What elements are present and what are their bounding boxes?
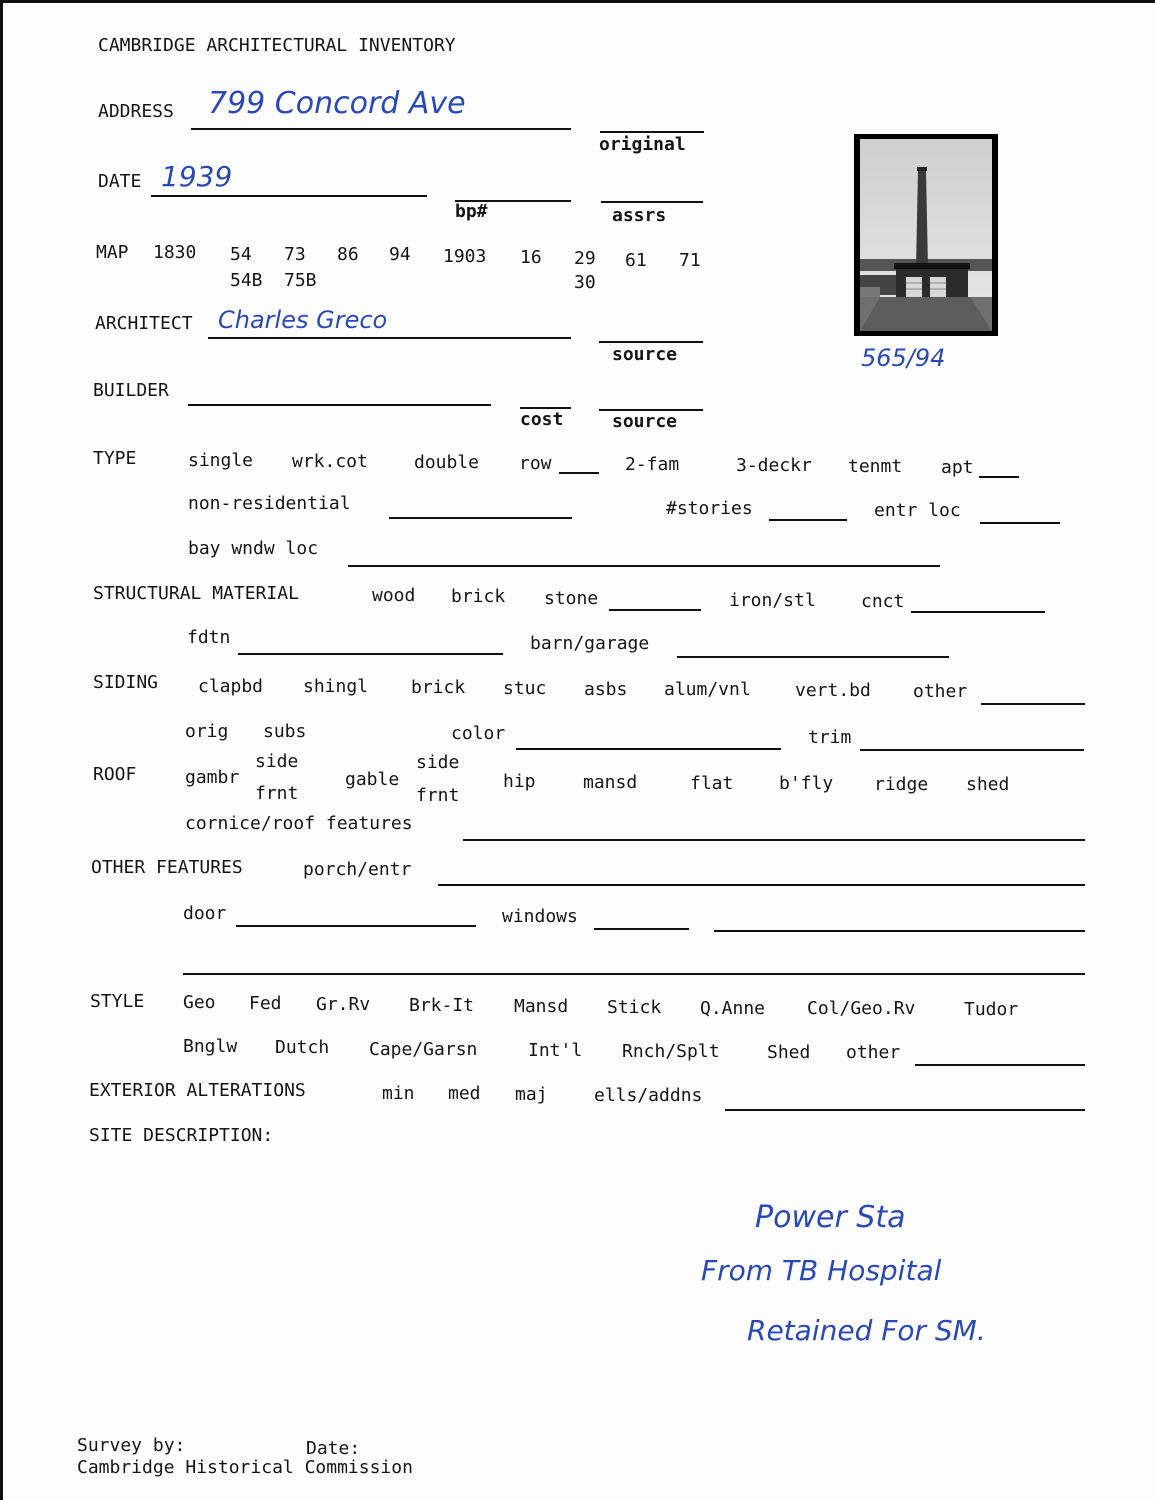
assrs-line xyxy=(601,201,703,203)
bay-wndw-line xyxy=(348,565,940,567)
ext-alt-option: ells/addns xyxy=(594,1085,703,1106)
stories-label: #stories xyxy=(666,498,753,519)
survey-date-label: Date: xyxy=(306,1438,361,1459)
roof-option: side xyxy=(416,752,460,773)
type-label: TYPE xyxy=(93,448,137,469)
roof-option: b'fly xyxy=(779,773,834,794)
roof-option: side xyxy=(255,751,299,772)
siding-option: clapbd xyxy=(198,676,264,697)
trim-line xyxy=(860,749,1084,751)
roof-option: gable xyxy=(345,769,400,790)
note-line-1: Power Sta xyxy=(755,1200,906,1235)
commission-label: Cambridge Historical Commission xyxy=(77,1457,413,1478)
color-line xyxy=(516,748,781,750)
map-year: 54B xyxy=(230,270,263,291)
style-option: Mansd xyxy=(514,996,569,1017)
date-line xyxy=(151,195,427,197)
style-option: Int'l xyxy=(528,1040,583,1061)
structural-option: stone xyxy=(544,588,599,609)
assrs-label: assrs xyxy=(612,205,667,226)
style-option: Q.Anne xyxy=(700,998,766,1019)
style-option: Fed xyxy=(249,993,282,1014)
roof-option: shed xyxy=(966,774,1010,795)
bay-wndw-label: bay wndw loc xyxy=(188,538,319,559)
door-label: door xyxy=(183,903,227,924)
architect-source-label: source xyxy=(612,344,678,365)
entr-loc-label: entr loc xyxy=(874,500,961,521)
entr-loc-line xyxy=(980,522,1060,524)
map-year: 1903 xyxy=(443,246,487,267)
address-line xyxy=(191,128,571,130)
map-year: 1830 xyxy=(153,242,197,263)
type-option: single xyxy=(188,450,254,471)
bp-label: bp# xyxy=(455,201,488,222)
roof-option: frnt xyxy=(416,785,460,806)
style-option: other xyxy=(846,1042,901,1063)
siding-option: brick xyxy=(411,677,466,698)
siding-other-line xyxy=(981,703,1085,705)
structural-option: iron/stl xyxy=(729,590,816,611)
features-extra-line xyxy=(183,973,1085,975)
map-year: 30 xyxy=(574,272,596,293)
other-features-label: OTHER FEATURES xyxy=(91,857,243,878)
map-year: 61 xyxy=(625,250,647,271)
structural-option: cnct xyxy=(861,591,905,612)
row-line xyxy=(559,472,599,474)
style-option: Cape/Garsn xyxy=(369,1039,478,1060)
style-option: Dutch xyxy=(275,1037,330,1058)
style-option: Shed xyxy=(767,1042,811,1063)
stories-line xyxy=(769,519,847,521)
style-option: Gr.Rv xyxy=(316,994,371,1015)
date-label: DATE xyxy=(98,171,142,192)
ext-alt-label: EXTERIOR ALTERATIONS xyxy=(89,1080,306,1101)
fdtn-label: fdtn xyxy=(187,627,231,648)
cost-label: cost xyxy=(520,409,564,430)
siding-option: alum/vnl xyxy=(664,679,751,700)
structural-option: wood xyxy=(372,585,416,606)
building-photo xyxy=(854,134,998,336)
non-residential-label: non-residential xyxy=(188,493,351,514)
non-residential-line xyxy=(389,517,572,519)
ext-alt-option: med xyxy=(448,1083,481,1104)
map-year: 29 xyxy=(574,248,596,269)
original-line xyxy=(600,131,704,133)
color-label: color xyxy=(451,723,506,744)
siding-label: SIDING xyxy=(93,672,159,693)
chimney xyxy=(916,169,928,269)
style-option: Brk-It xyxy=(409,995,475,1016)
type-option: double xyxy=(414,452,480,473)
builder-label: BUILDER xyxy=(93,380,169,401)
map-year: 54 xyxy=(230,244,252,265)
cornice-label: cornice/roof features xyxy=(185,813,413,834)
map-year: 71 xyxy=(679,250,701,271)
note-line-3: Retained For SM. xyxy=(747,1314,986,1347)
porch-label: porch/entr xyxy=(303,859,412,880)
architect-value: Charles Greco xyxy=(218,306,388,334)
siding-option: asbs xyxy=(584,679,628,700)
barn-garage-label: barn/garage xyxy=(530,633,650,654)
date-value: 1939 xyxy=(161,160,233,193)
type-option: row xyxy=(519,453,552,474)
map-year: 16 xyxy=(520,247,542,268)
builder-line xyxy=(188,404,491,406)
roof-option: gambr xyxy=(185,767,240,788)
address-value: 799 Concord Ave xyxy=(208,86,466,121)
ext-alt-option: min xyxy=(382,1083,415,1104)
architect-line xyxy=(208,337,571,339)
map-year: 73 xyxy=(284,244,306,265)
type-option: 2-fam xyxy=(625,454,680,475)
roof-option: mansd xyxy=(583,772,638,793)
architect-label: ARCHITECT xyxy=(95,313,193,334)
type-option: apt xyxy=(941,457,974,478)
photo-image xyxy=(860,139,992,331)
style-option: Bnglw xyxy=(183,1036,238,1057)
type-option: tenmt xyxy=(848,456,903,477)
structural-label: STRUCTURAL MATERIAL xyxy=(93,583,299,604)
door-line xyxy=(236,925,476,927)
map-year: 94 xyxy=(389,244,411,265)
subs-label: subs xyxy=(263,721,307,742)
survey-by-label: Survey by: xyxy=(77,1435,186,1456)
power-station-photo xyxy=(860,139,992,331)
map-year: 86 xyxy=(337,244,359,265)
style-option: Geo xyxy=(183,992,216,1013)
siding-option: shingl xyxy=(303,676,369,697)
site-description-label: SITE DESCRIPTION: xyxy=(89,1125,274,1146)
form-title: CAMBRIDGE ARCHITECTURAL INVENTORY xyxy=(98,35,456,56)
stone-line xyxy=(609,609,701,611)
map-year: 75B xyxy=(284,270,317,291)
barn-garage-line xyxy=(677,656,949,658)
fdtn-line xyxy=(238,653,503,655)
roof-option: frnt xyxy=(255,783,299,804)
windows-label: windows xyxy=(502,906,578,927)
style-label: STYLE xyxy=(90,991,145,1012)
siding-option: vert.bd xyxy=(795,680,871,701)
style-other-line xyxy=(915,1064,1085,1066)
siding-option: stuc xyxy=(503,678,547,699)
type-option: wrk.cot xyxy=(292,451,368,472)
trim-label: trim xyxy=(808,727,852,748)
type-option: 3-deckr xyxy=(736,455,812,476)
original-label: original xyxy=(599,134,686,155)
apt-line xyxy=(979,476,1019,478)
style-option: Col/Geo.Rv xyxy=(807,998,916,1019)
style-option: Rnch/Splt xyxy=(622,1041,720,1062)
windows-line-2 xyxy=(714,930,1085,932)
style-option: Tudor xyxy=(964,999,1019,1020)
structural-option: brick xyxy=(451,586,506,607)
address-label: ADDRESS xyxy=(98,101,174,122)
siding-option: other xyxy=(913,681,968,702)
style-option: Stick xyxy=(607,997,662,1018)
photo-reference: 565/94 xyxy=(861,344,946,372)
roof-option: hip xyxy=(503,771,536,792)
builder-source-label: source xyxy=(612,411,678,432)
map-label: MAP xyxy=(96,242,129,263)
windows-line-1 xyxy=(594,928,689,930)
roof-option: flat xyxy=(690,773,734,794)
ext-alt-option: maj xyxy=(515,1084,548,1105)
cnct-line xyxy=(911,611,1045,613)
orig-label: orig xyxy=(185,721,229,742)
roof-option: ridge xyxy=(874,774,929,795)
ext-alt-line xyxy=(725,1109,1085,1111)
note-line-2: From TB Hospital xyxy=(701,1254,942,1287)
architect-source-line xyxy=(599,341,703,343)
porch-line xyxy=(438,884,1085,886)
roof-label: ROOF xyxy=(93,764,137,785)
cornice-line xyxy=(463,839,1085,841)
